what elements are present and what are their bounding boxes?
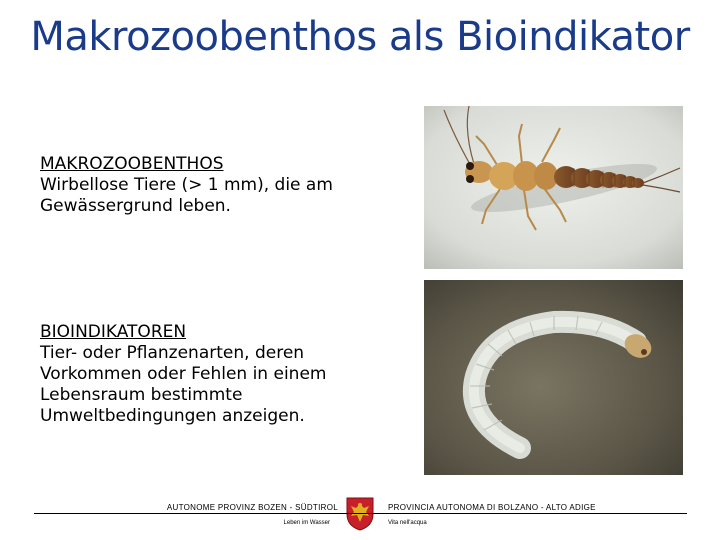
- text-block-makrozoobenthos: [40, 154, 400, 217]
- section-heading: MAKROZOOBENTHOS: [40, 154, 224, 174]
- footer-subtitle-de: Leben im Wasser: [283, 520, 330, 526]
- stonefly-larva-photo: [424, 106, 683, 269]
- larva-photo: [424, 280, 683, 475]
- footer-province-name-de: AUTONOME PROVINZ BOZEN - SÜDTIROL: [166, 503, 338, 512]
- footer-province-name-it: PROVINCIA AUTONOMA DI BOLZANO - ALTO ADIGE: [388, 503, 596, 512]
- section-line: Lebensraum bestimmte: [40, 385, 243, 405]
- footer-divider: [34, 513, 687, 514]
- slide-title: Makrozoobenthos als Bioindikator: [30, 14, 690, 60]
- section-line: Gewässergrund leben.: [40, 196, 231, 216]
- section-line: Tier- oder Pflanzenarten, deren: [40, 343, 305, 363]
- section-heading: BIOINDIKATOREN: [40, 322, 187, 342]
- section-line: Wirbellose Tiere (> 1 mm), die am: [40, 175, 333, 195]
- section-line: Umweltbedingungen anzeigen.: [40, 406, 305, 426]
- section-line: Vorkommen oder Fehlen in einem: [40, 364, 327, 384]
- footer-subtitle-it: Vita nell'acqua: [388, 520, 427, 526]
- text-block-bioindikatoren: [40, 322, 400, 427]
- coat-of-arms-icon: [345, 496, 375, 532]
